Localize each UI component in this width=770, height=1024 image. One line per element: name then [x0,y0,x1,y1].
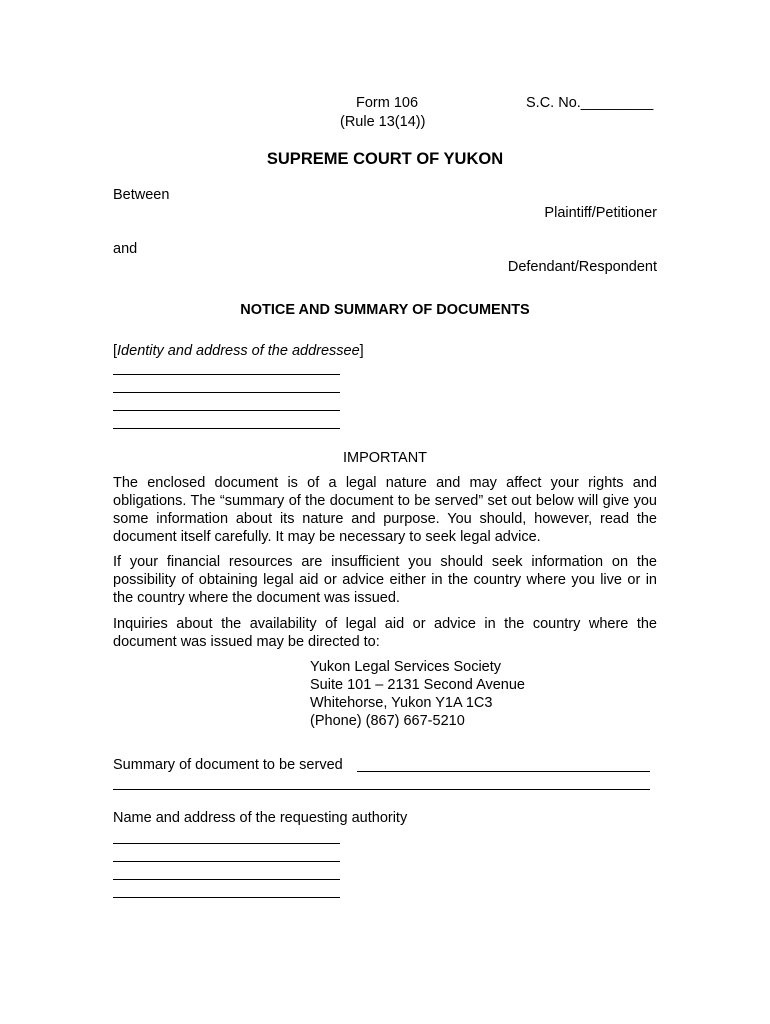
legal-services-name: Yukon Legal Services Society [310,659,502,675]
document-title: NOTICE AND SUMMARY OF DOCUMENTS [240,302,530,318]
summary-label: Summary of document to be served [113,757,343,773]
legal-services-street: Suite 101 – 2131 Second Avenue [310,677,526,693]
important-paragraph-2: If your financial resources are insufficient you should seek information on the possibility of obtaining legal aid or advice either in the country where you live or in the country where the document was issued. [113,554,657,606]
addressee-line-3[interactable] [113,410,340,411]
court-title: SUPREME COURT OF YUKON [266,150,504,168]
addressee-open-bracket: [ [113,343,118,359]
addressee-line-1[interactable] [113,374,340,375]
important-paragraph-3: Inquiries about the availability of legal aid or advice in the country where the document was issued may be directed to: [113,616,657,650]
authority-line-1[interactable] [113,843,340,844]
summary-line-2[interactable] [113,789,650,790]
sc-number-label: S.C. No. [526,95,581,111]
defendant-label: Defendant/Respondent [507,259,657,275]
legal-services-phone: (Phone) (867) 667-5210 [310,713,465,729]
sc-number-blank: _________ [580,95,654,111]
addressee-label [113,342,364,360]
addressee-line-2[interactable] [113,392,340,393]
between-label: Between [113,187,170,203]
important-paragraph-1: The enclosed document is of a legal nature and may affect your rights and obligations. The “summary of the document to be served” set out below will give you some information about its nature and purpose. You should, however, read the document itself carefully. It may be necessary to seek legal advice. [113,475,657,545]
requesting-authority-label: Name and address of the requesting authority [113,810,408,826]
summary-line-1[interactable] [357,771,650,772]
legal-services-city: Whitehorse, Yukon Y1A 1C3 [310,695,493,711]
authority-line-4[interactable] [113,897,340,898]
important-heading: IMPORTANT [342,450,428,466]
authority-line-3[interactable] [113,879,340,880]
plaintiff-label: Plaintiff/Petitioner [544,205,657,221]
sc-number [526,94,653,112]
rule-reference: (Rule 13(14)) [340,114,426,130]
addressee-label-text: Identity and address of the addressee [117,343,360,359]
and-label: and [113,241,138,257]
addressee-line-4[interactable] [113,428,340,429]
form-number: Form 106 [356,95,419,111]
addressee-close-bracket: ] [359,343,364,359]
authority-line-2[interactable] [113,861,340,862]
